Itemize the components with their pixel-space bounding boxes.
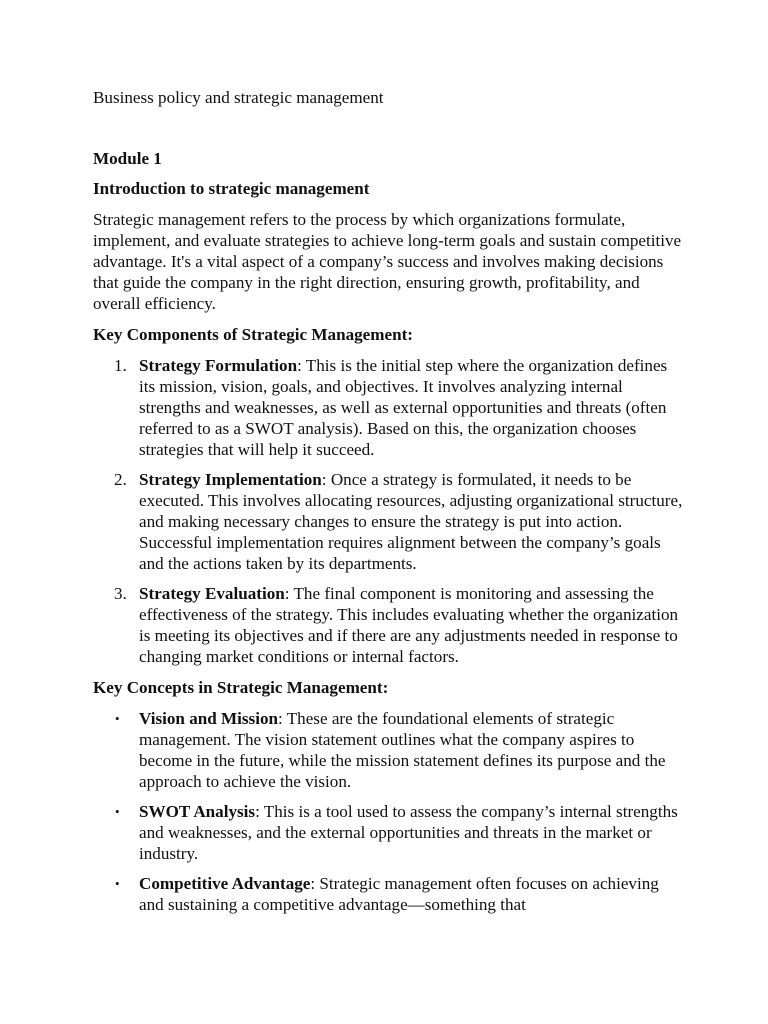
list-item-text: : This is the initial step where the organization defines its mission, vision, goals, and objectives. It involves analyzing internal strengths and weaknesses, as well as external opportunities and threats (often referred to as a SWOT analysis). Based on this, the organization chooses strategies that will help it succeed. (139, 356, 668, 459)
list-number: 1. (114, 356, 127, 375)
list-item-term: Competitive Advantage (139, 874, 311, 893)
concepts-heading: Key Concepts in Strategic Management: (93, 678, 389, 697)
list-item (93, 583, 683, 667)
list-item-text: : Once a strategy is formulated, it needs to be executed. This involves allocating resources, adjusting organizational structure, and making necessary changes to ensure the strategy is put into action. Successful implementation requires alignment between the company’s goals and the actions taken by its departments. (139, 470, 683, 573)
document-page (93, 87, 683, 925)
intro-paragraph: Strategic management refers to the process by which organizations formulate, implement, and evaluate strategies to achieve long-term goals and sustain competitive advantage. It's a vital aspect of a company’s success and involves making decisions that guide the company in the right direction, ensuring growth, profitability, and overall efficiency. (93, 210, 682, 313)
list-item (93, 355, 683, 460)
list-item-text: : This is a tool used to assess the company’s internal strengths and weaknesses, and the external opportunities and threats in the market or industry. (139, 802, 678, 863)
concepts-list (93, 708, 683, 915)
intro-heading: Introduction to strategic management (93, 179, 370, 198)
list-item-term: Vision and Mission (139, 709, 279, 728)
list-item (93, 708, 683, 792)
components-list (93, 355, 683, 667)
list-item-term: SWOT Analysis (139, 802, 256, 821)
list-item-term: Strategy Evaluation (139, 584, 285, 603)
bullet-icon: • (115, 804, 120, 819)
components-heading: Key Components of Strategic Management: (93, 325, 413, 344)
list-item-text: : The final component is monitoring and assessing the effectiveness of the strategy. This includes evaluating whether the organization is meeting its objectives and if there are any adjustments needed in response to changing market conditions or internal factors. (139, 584, 679, 666)
document-title: Business policy and strategic management (93, 88, 384, 107)
list-item (93, 873, 683, 915)
list-item (93, 469, 683, 574)
list-item-term: Strategy Formulation (139, 356, 298, 375)
list-item-term: Strategy Implementation (139, 470, 322, 489)
list-item-text: : These are the foundational elements of strategic management. The vision statement outlines what the company aspires to become in the future, while the mission statement defines its purpose and the approach to achieve the vision. (139, 709, 666, 791)
list-item (93, 801, 683, 864)
bullet-icon: • (115, 711, 120, 726)
module-heading: Module 1 (93, 149, 162, 168)
list-number: 3. (114, 584, 127, 603)
bullet-icon: • (115, 876, 120, 891)
list-number: 2. (114, 470, 127, 489)
list-item-text: : Strategic management often focuses on achieving and sustaining a competitive advantage—something that (139, 874, 659, 914)
